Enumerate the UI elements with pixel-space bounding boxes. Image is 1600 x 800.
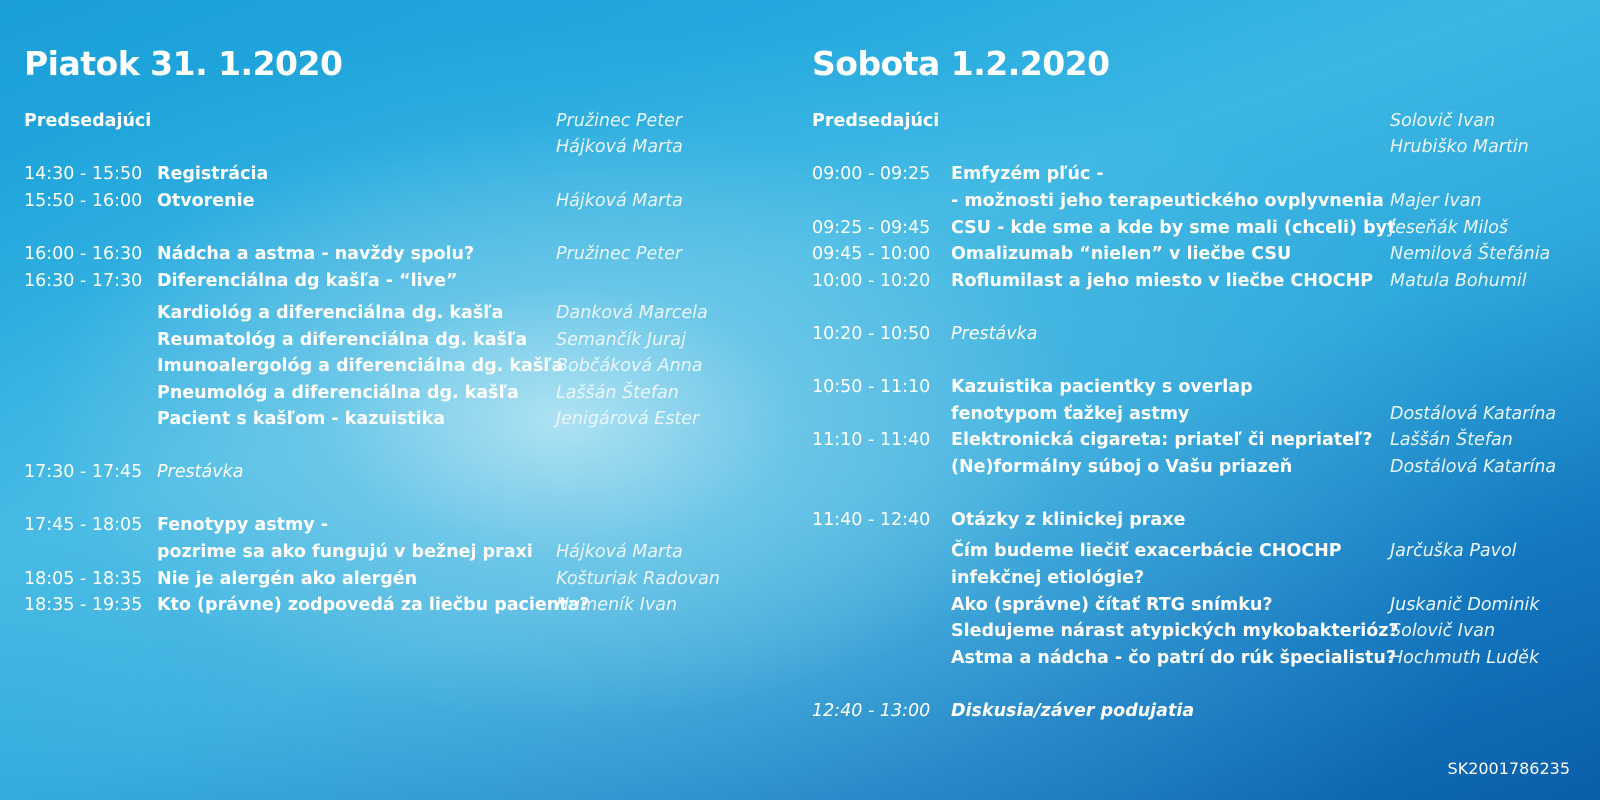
row-time: 16:00 - 16:30 — [24, 244, 143, 264]
row-speaker: Jenigárová Ester — [556, 409, 700, 429]
chair-name: Pružinec Peter — [556, 111, 683, 131]
row-speaker: Humeník Ivan — [556, 595, 678, 615]
row-talk: Čím budeme liečiť exacerbácie CHOCHP — [951, 541, 1342, 561]
row-time: 11:40 - 12:40 — [812, 510, 931, 530]
row-speaker: Danková Marcela — [556, 303, 708, 323]
row-talk: pozrime sa ako fungujú v bežnej praxi — [157, 542, 533, 562]
row-time: 14:30 - 15:50 — [24, 164, 143, 184]
row-talk: Kto (právne) zodpovedá za liečbu pacienta? — [157, 595, 590, 615]
row-talk: Nie je alergén ako alergén — [157, 569, 418, 589]
row-talk: Pacient s kašľom - kazuistika — [157, 409, 446, 429]
row-talk: Astma a nádcha - čo patrí do rúk špecialistu? — [951, 648, 1397, 668]
chair-label: Predsedajúci — [812, 111, 940, 131]
saturday-title: Sobota 1.2.2020 — [812, 44, 1110, 83]
row-time: 09:25 - 09:45 — [812, 218, 931, 238]
row-talk: Prestávka — [951, 324, 1038, 344]
row-time: 11:10 - 11:40 — [812, 430, 931, 450]
row-speaker: Laššán Štefan — [1390, 430, 1513, 450]
row-time: 17:30 - 17:45 — [24, 462, 143, 482]
row-talk: Nádcha a astma - navždy spolu? — [157, 244, 475, 264]
row-talk: Otvorenie — [157, 191, 255, 211]
row-speaker: Semančík Juraj — [556, 330, 686, 350]
row-speaker: Nemilová Štefánia — [1390, 244, 1551, 264]
row-talk: Kardiológ a diferenciálna dg. kašľa — [157, 303, 504, 323]
row-time: 10:50 - 11:10 — [812, 377, 931, 397]
row-speaker: Jeseňák Miloš — [1390, 218, 1508, 238]
chair-label: Predsedajúci — [24, 111, 152, 131]
row-speaker: Juskanič Dominik — [1390, 595, 1540, 615]
row-time: 09:45 - 10:00 — [812, 244, 931, 264]
row-speaker: Hájková Marta — [556, 542, 683, 562]
row-talk: Emfyzém pľúc - — [951, 164, 1104, 184]
row-speaker: Jarčuška Pavol — [1390, 541, 1517, 561]
chair-name: Solovič Ivan — [1390, 111, 1496, 131]
row-speaker: Dostálová Katarína — [1390, 457, 1557, 477]
row-talk: Fenotypy astmy - — [157, 515, 328, 535]
row-speaker: Hochmuth Luděk — [1390, 648, 1540, 668]
row-time: 10:20 - 10:50 — [812, 324, 931, 344]
row-speaker: Hájková Marta — [556, 191, 683, 211]
row-talk: Sledujeme nárast atypických mykobakterióz? — [951, 621, 1399, 641]
row-time: 12:40 - 13:00 — [812, 701, 931, 721]
row-talk: Kazuistika pacientky s overlap — [951, 377, 1253, 397]
row-time: 18:05 - 18:35 — [24, 569, 143, 589]
row-talk: Roflumilast a jeho miesto v liečbe CHOCHP — [951, 271, 1374, 291]
row-talk: Imunoalergológ a diferenciálna dg. kašľa — [157, 356, 564, 376]
row-speaker: Pružinec Peter — [556, 244, 683, 264]
row-time: 18:35 - 19:35 — [24, 595, 143, 615]
row-time: 17:45 - 18:05 — [24, 515, 143, 535]
row-talk: infekčnej etiológie? — [951, 568, 1145, 588]
row-talk: - možnosti jeho terapeutického ovplyvnenia — [951, 191, 1384, 211]
row-talk: CSU - kde sme a kde by sme mali (chceli) byť — [951, 218, 1396, 238]
chair-name: Hájková Marta — [556, 137, 683, 157]
row-speaker: Majer Ivan — [1390, 191, 1482, 211]
row-talk: fenotypom ťažkej astmy — [951, 404, 1190, 424]
row-talk: Diskusia/záver podujatia — [951, 701, 1195, 721]
row-talk: Reumatológ a diferenciálna dg. kašľa — [157, 330, 528, 350]
row-speaker: Bobčáková Anna — [556, 356, 703, 376]
row-speaker: Laššán Štefan — [556, 383, 679, 403]
row-talk: Otázky z klinickej praxe — [951, 510, 1186, 530]
row-speaker: Solovič Ivan — [1390, 621, 1496, 641]
row-talk: Prestávka — [157, 462, 244, 482]
row-speaker: Dostálová Katarína — [1390, 404, 1557, 424]
row-speaker: Matula Bohumil — [1390, 271, 1527, 291]
row-talk: Omalizumab “nielen” v liečbe CSU — [951, 244, 1292, 264]
document-code: SK2001786235 — [1447, 759, 1570, 778]
row-time: 16:30 - 17:30 — [24, 271, 143, 291]
row-talk: Elektronická cigareta: priateľ či nepriateľ? — [951, 430, 1373, 450]
row-time: 09:00 - 09:25 — [812, 164, 931, 184]
row-time: 10:00 - 10:20 — [812, 271, 931, 291]
row-talk: Registrácia — [157, 164, 269, 184]
friday-title: Piatok 31. 1.2020 — [24, 44, 343, 83]
row-time: 15:50 - 16:00 — [24, 191, 143, 211]
chair-name: Hrubiško Martin — [1390, 137, 1529, 157]
row-talk: (Ne)formálny súboj o Vašu priazeň — [951, 457, 1293, 477]
row-talk: Ako (správne) čítať RTG snímku? — [951, 595, 1273, 615]
row-speaker: Košturiak Radovan — [556, 569, 720, 589]
row-talk: Diferenciálna dg kašľa - “live” — [157, 271, 458, 291]
row-talk: Pneumológ a diferenciálna dg. kašľa — [157, 383, 519, 403]
